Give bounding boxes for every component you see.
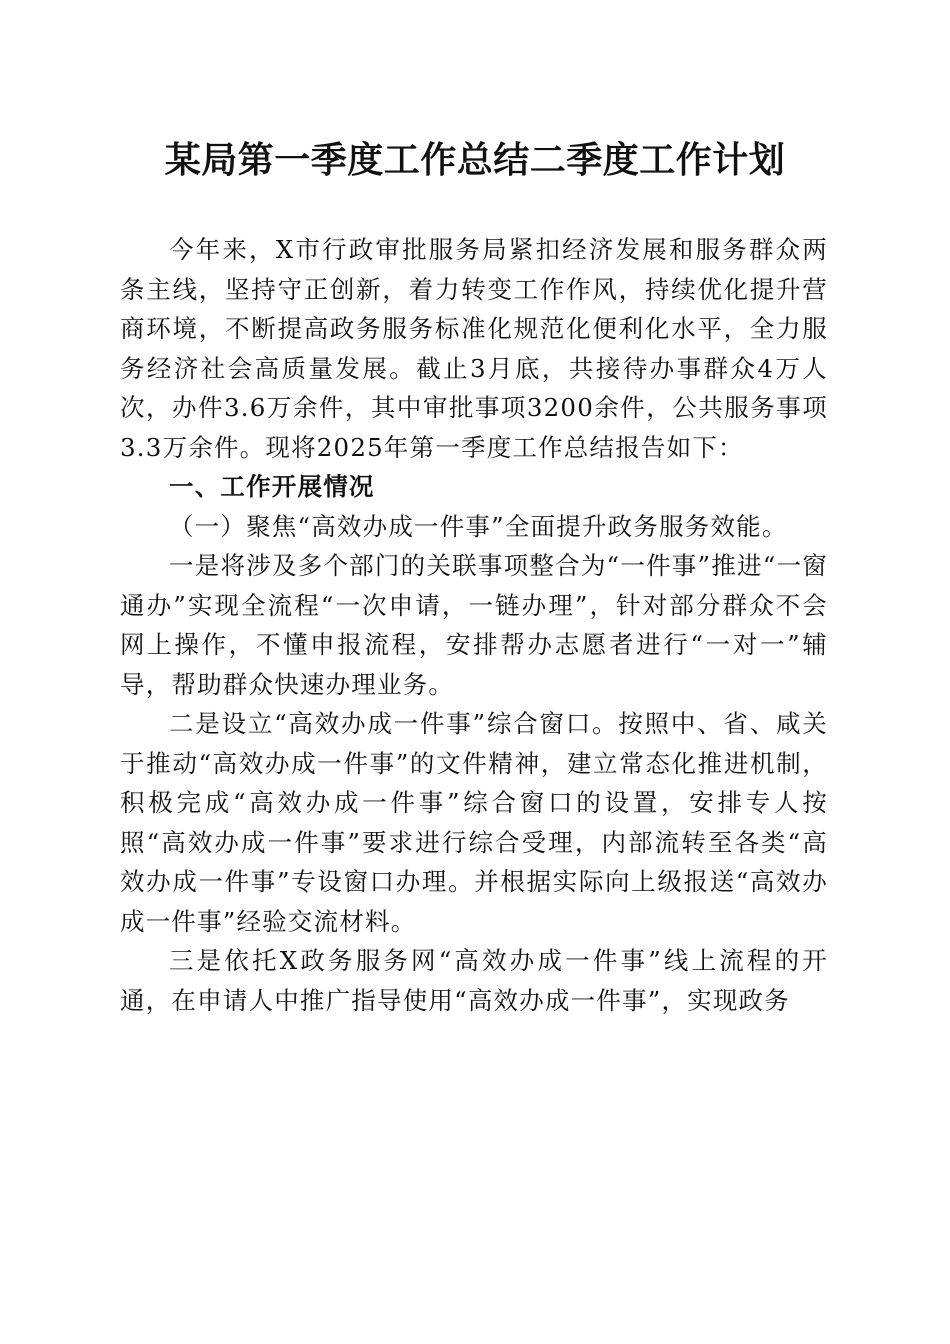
document-body <box>120 230 828 1020</box>
document-title: 某局第一季度工作总结二季度工作计划 <box>164 139 786 181</box>
intro-paragraph: 今年来，X市行政审批服务局紧扣经济发展和服务群众两条主线，坚持守正创新，着力转变工作作风，持续优化提升营商环境，不断提高政务服务标准化规范化便利化水平，全力服务经济社会高质量发展。截止3月底，共接待办事群众4万人次，办件3.6万余件，其中审批事项3200余件，公共服务事项3.3万余件。现将2025年第一季度工作总结报告如下： <box>120 235 828 462</box>
subsection-heading: （一）聚焦“高效办成一件事”全面提升政务服务效能。 <box>169 511 788 541</box>
paragraph-item-3: 三是依托X政务服务网“高效办成一件事”线上流程的开通，在申请人中推广指导使用“高效办成一件事”，实现政务 <box>120 946 828 1015</box>
paragraph-item-1: 一是将涉及多个部门的关联事项整合为“一件事”推进“一窗通办”实现全流程“一次申请，一链办理”，针对部分群众不会网上操作，不懂申报流程，安排帮办志愿者进行“一对一”辅导，帮助群众快速办理业务。 <box>120 551 828 699</box>
paragraph-item-2: 二是设立“高效办成一件事”综合窗口。按照中、省、咸关于推动“高效办成一件事”的文件精神，建立常态化推进机制，积极完成“高效办成一件事”综合窗口的设置，安排专人按照“高效办成一件事”要求进行综合受理，内部流转至各类“高效办成一件事”专设窗口办理。并根据实际向上级报送“高效办成一件事”经验交流材料。 <box>120 709 828 936</box>
section-heading: 一、工作开展情况 <box>169 472 375 501</box>
